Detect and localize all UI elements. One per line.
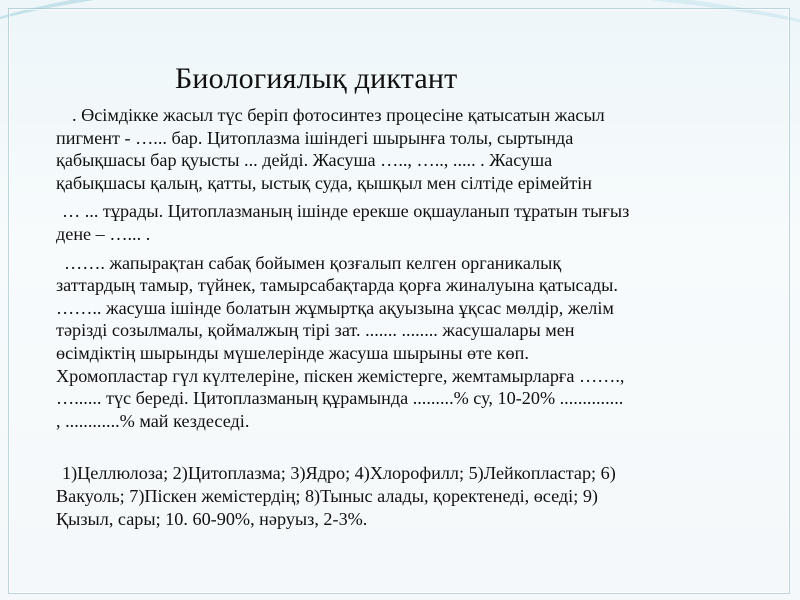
text-line: пигмент - …... бар. Цитоплазма ішіндегі шырынға толы, сыртында (56, 127, 574, 148)
answer-line: 1)Целлюлоза; 2)Цитоплазма; 3)Ядро; 4)Хлорофилл; 5)Лейкопластар; 6) (62, 463, 616, 484)
text-line: . Өсімдікке жасыл түс беріп фотосинтез процесіне қатысатын жасыл (72, 105, 605, 125)
answer-line: Вакуоль; 7)Піскен жемістердің; 8)Тыныс алады, қоректенеді, өседі; 9) (56, 485, 598, 506)
text-line: тәрізді созылмалы, қоймалжың тірі зат. ....... ........ жасушалары мен (56, 320, 575, 341)
text-line: заттардың тамыр, түйнек, тамырсабақтарда қорға жиналуына қатысады. (56, 275, 618, 296)
slide-body (56, 104, 781, 530)
answer-line: Қызыл, сары; 10. 60-90%, нәруыз, 2-3%. (56, 508, 368, 529)
text-line: қабықшасы қалың, қатты, ыстық суда, қышқыл мен сілтіде ерімейтін (56, 172, 592, 193)
text-line: Хромопластар гүл күлтелеріне, піскен жемістерге, жемтамырларға ……., (56, 365, 625, 386)
text-line: ……. жапырақтан сабақ бойымен қозғалып келген органикалық (64, 252, 562, 273)
text-line: , ............% май кездеседі. (56, 410, 250, 431)
text-line: өсімдіктің шырынды мүшелерінде жасуша шырыны өте көп. (56, 342, 529, 363)
text-line: дене – …... . (56, 223, 151, 244)
text-line: …...... түс береді. Цитоплазманың құрамында .........% су, 10-20% .............. (56, 388, 624, 409)
text-line: … ... тұрады. Цитоплазманың ішінде ерекше оқшауланып тұратын тығыз (62, 201, 630, 222)
slide-title: Биологиялық диктант (175, 62, 458, 95)
text-line: қабықшасы бар қуысты ... дейді. Жасуша ….., ….., ..... . Жасуша (56, 150, 553, 171)
text-line: …….. жасуша ішінде болатын жұмыртқа ақуызына ұқсас мөлдір, желім (56, 297, 614, 318)
